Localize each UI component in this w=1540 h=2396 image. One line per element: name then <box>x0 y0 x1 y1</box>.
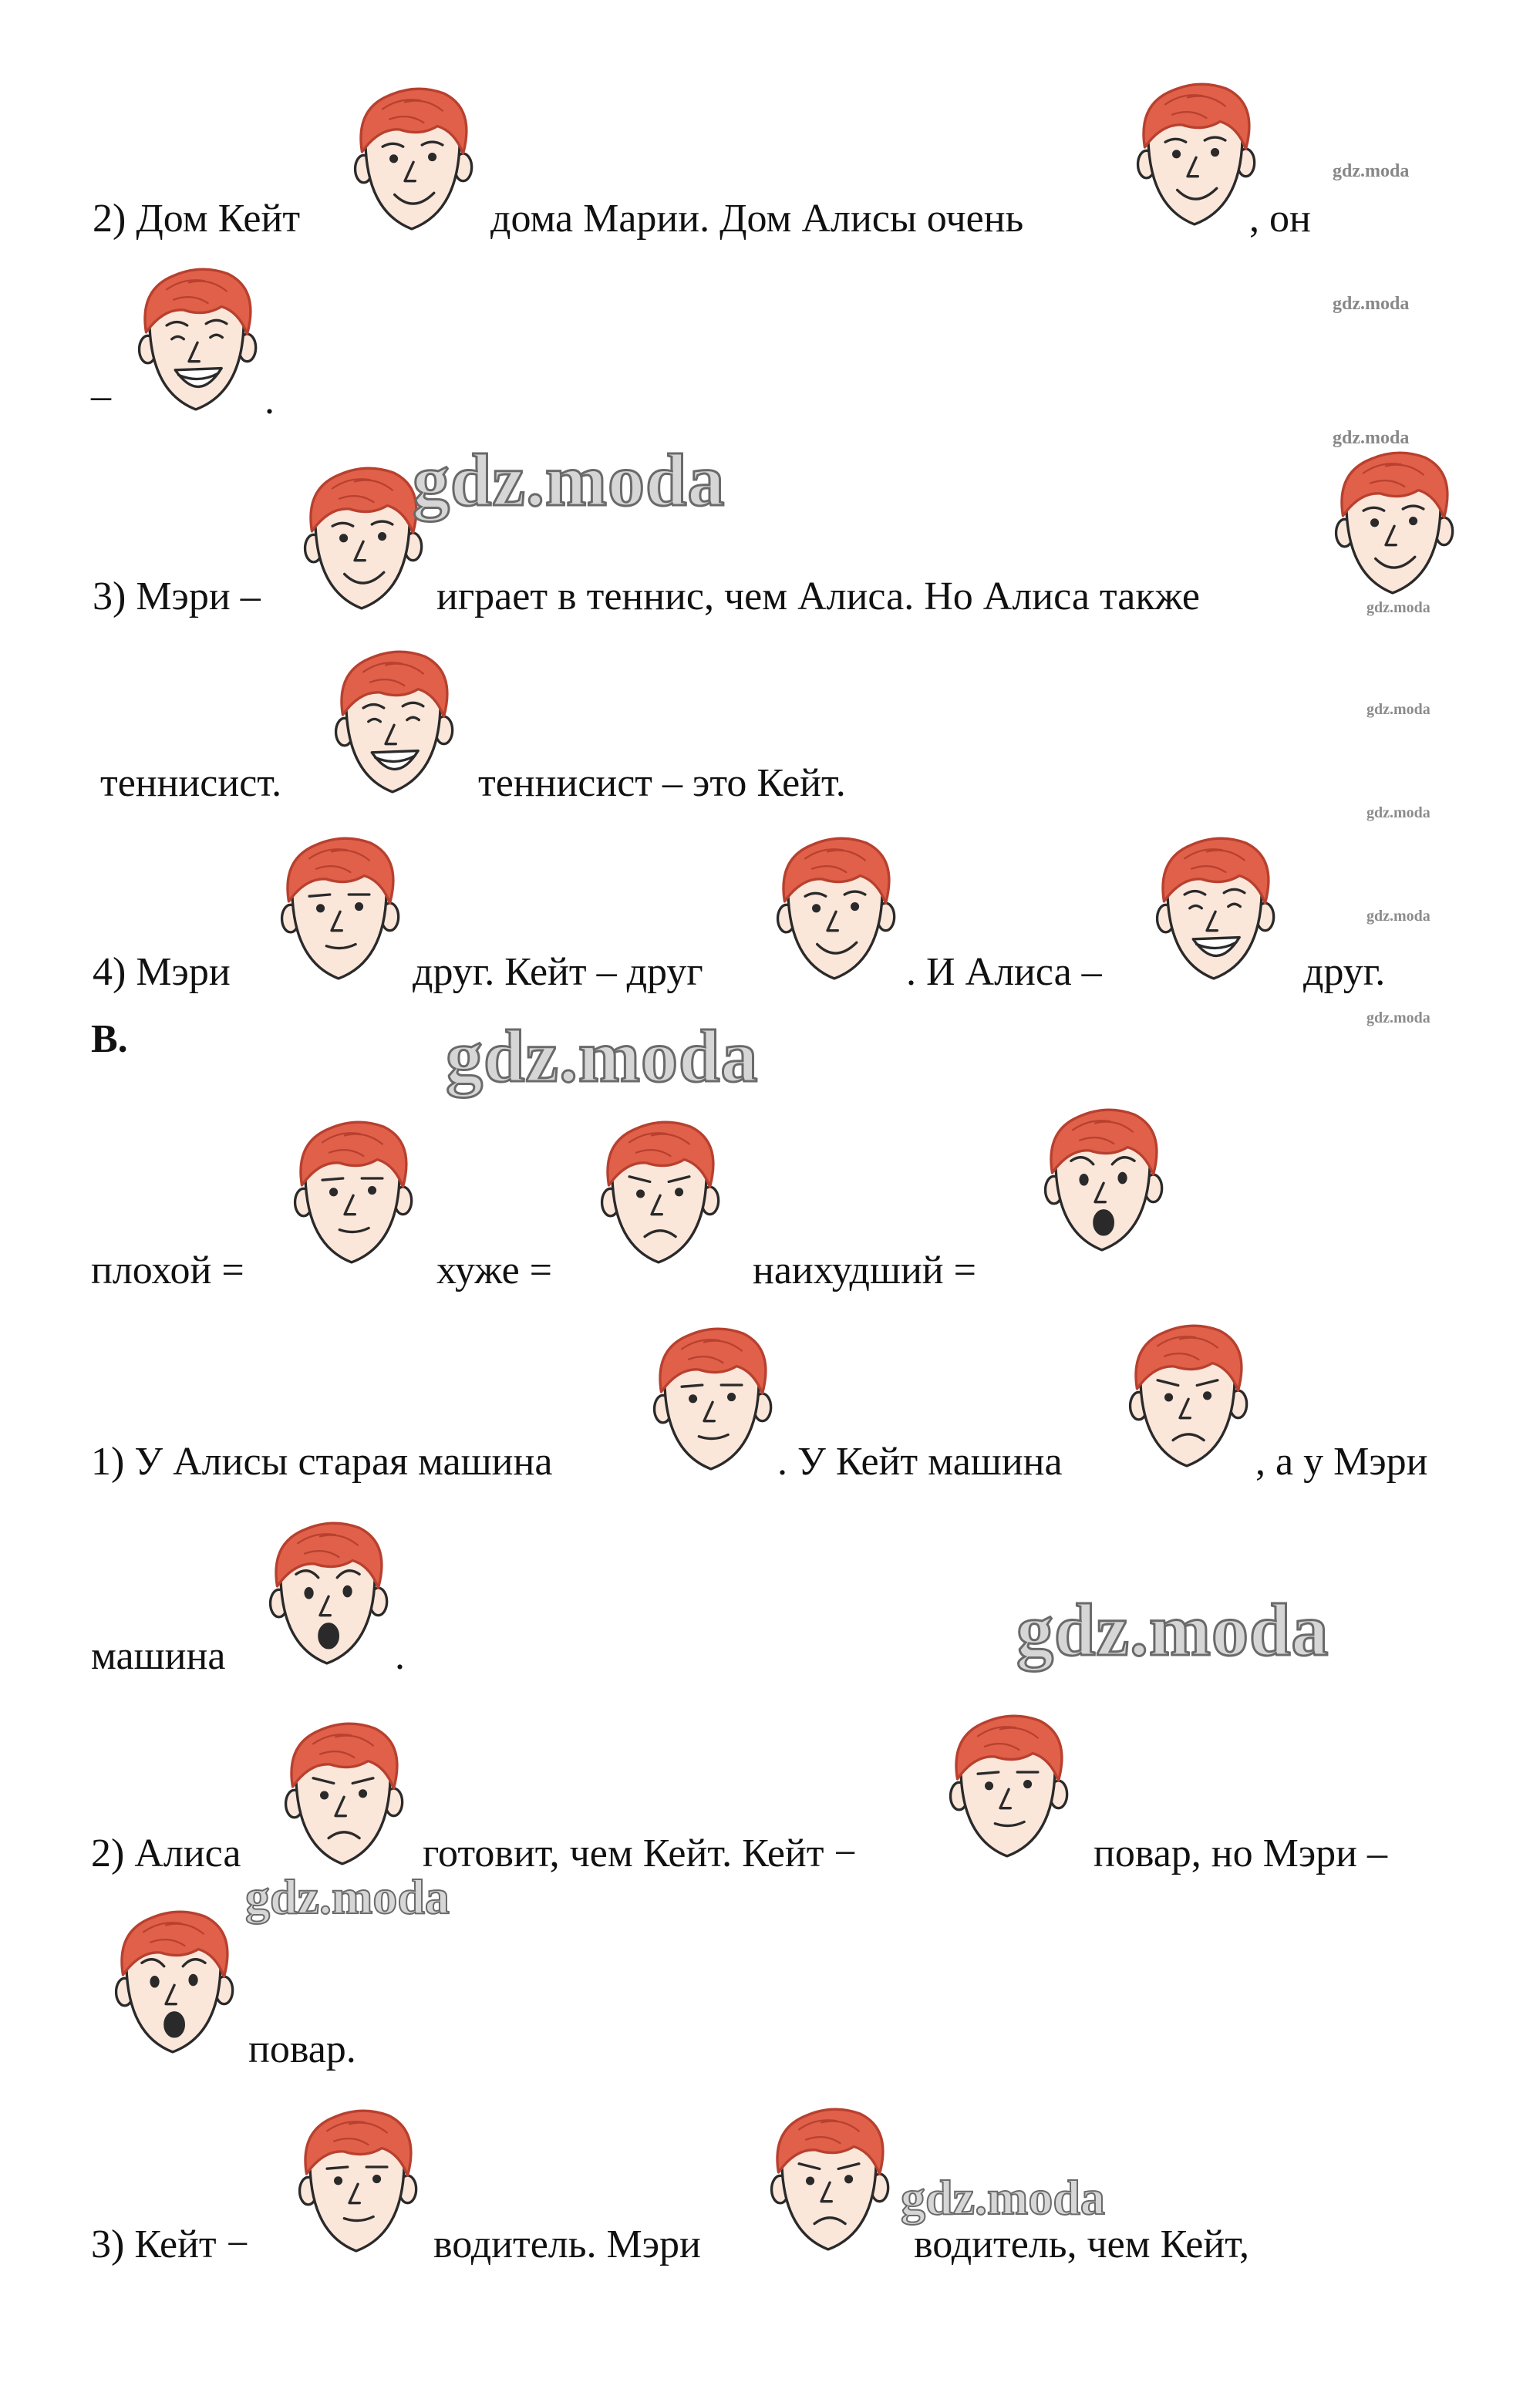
smile-face-icon <box>1130 79 1261 233</box>
smile-face-icon <box>1328 447 1459 602</box>
item-a3-text-4: теннисист – это Кейт. <box>478 761 846 805</box>
item-a2-text-3: , он <box>1249 197 1311 241</box>
watermark: gdz.moda <box>1333 428 1410 448</box>
item-a4-text-2: друг. Кейт – друг <box>413 950 703 994</box>
smile-face-icon <box>297 463 428 617</box>
watermark: gdz.moda <box>1366 908 1430 925</box>
grinning-face-icon <box>328 646 459 800</box>
neutral-face-icon <box>291 2105 423 2260</box>
neutral-face-icon <box>287 1117 418 1271</box>
neutral-face-icon <box>274 833 405 987</box>
item-b1-text-1: 1) У Алисы старая машина <box>91 1440 553 1484</box>
item-b1-text-2: . У Кейт машина <box>777 1440 1063 1484</box>
item-a2-text-4: – <box>91 374 111 418</box>
watermark: gdz.moda <box>1333 161 1410 181</box>
scale-worse-label: хуже = <box>436 1249 552 1292</box>
item-a3-text-3: теннисист. <box>100 761 282 805</box>
item-b1-text-5: . <box>395 1634 405 1678</box>
watermark: gdz.moda <box>1366 1009 1430 1026</box>
neutral-face-icon <box>942 1710 1073 1865</box>
item-b3-text-2: водитель. Мэри <box>433 2222 701 2266</box>
item-a2-text-1: 2) Дом Кейт <box>93 197 301 241</box>
item-b1-text-3: , а у Мэри <box>1255 1440 1428 1484</box>
watermark: gdz.moda <box>1016 1589 1329 1671</box>
item-a4-text-3: . И Алиса – <box>906 950 1102 994</box>
sad-face-icon <box>1122 1320 1253 1474</box>
watermark: gdz.moda <box>1333 294 1410 314</box>
item-a3-text-2: играет в теннис, чем Алиса. Но Алиса также <box>436 575 1200 618</box>
watermark: gdz.moda <box>901 2170 1105 2225</box>
item-a4-text-4: друг. <box>1303 950 1386 994</box>
item-b1-text-4: машина <box>91 1634 226 1678</box>
item-a4-text-1: 4) Мэри <box>93 950 231 994</box>
item-a3-text-1: 3) Мэри – <box>93 575 261 618</box>
watermark: gdz.moda <box>413 439 726 521</box>
item-b2-text-3: повар, но Мэри – <box>1094 1832 1387 1875</box>
smile-face-icon <box>770 833 901 987</box>
scale-worst-label: наихудший = <box>753 1249 976 1292</box>
grinning-face-icon <box>1149 833 1280 987</box>
watermark: gdz.moda <box>446 1015 759 1097</box>
watermark: gdz.moda <box>1366 804 1430 821</box>
sad-face-icon <box>278 1718 409 1872</box>
sad-face-icon <box>763 2104 895 2258</box>
scared-face-icon <box>262 1518 393 1672</box>
item-b3-text-3: водитель, чем Кейт, <box>914 2222 1250 2266</box>
section-b-label: B. <box>91 1017 128 1061</box>
item-b2-text-4: повар. <box>248 2027 356 2071</box>
watermark: gdz.moda <box>1366 701 1430 718</box>
item-a2-text-5: . <box>265 379 275 423</box>
item-b2-text-1: 2) Алиса <box>91 1832 241 1875</box>
scared-face-icon <box>108 1906 239 2061</box>
watermark: gdz.moda <box>245 1869 450 1924</box>
grinning-face-icon <box>131 264 262 418</box>
scale-bad-label: плохой = <box>91 1249 244 1292</box>
watermark: gdz.moda <box>1366 599 1430 616</box>
item-b3-text-1: 3) Кейт − <box>91 2222 249 2266</box>
sad-face-icon <box>594 1117 725 1271</box>
scared-face-icon <box>1037 1104 1168 1259</box>
neutral-face-icon <box>646 1323 777 1478</box>
smile-face-icon <box>347 83 478 238</box>
item-b2-text-2: готовит, чем Кейт. Кейт − <box>423 1832 857 1875</box>
item-a2-text-2: дома Марии. Дом Алисы очень <box>490 197 1024 241</box>
